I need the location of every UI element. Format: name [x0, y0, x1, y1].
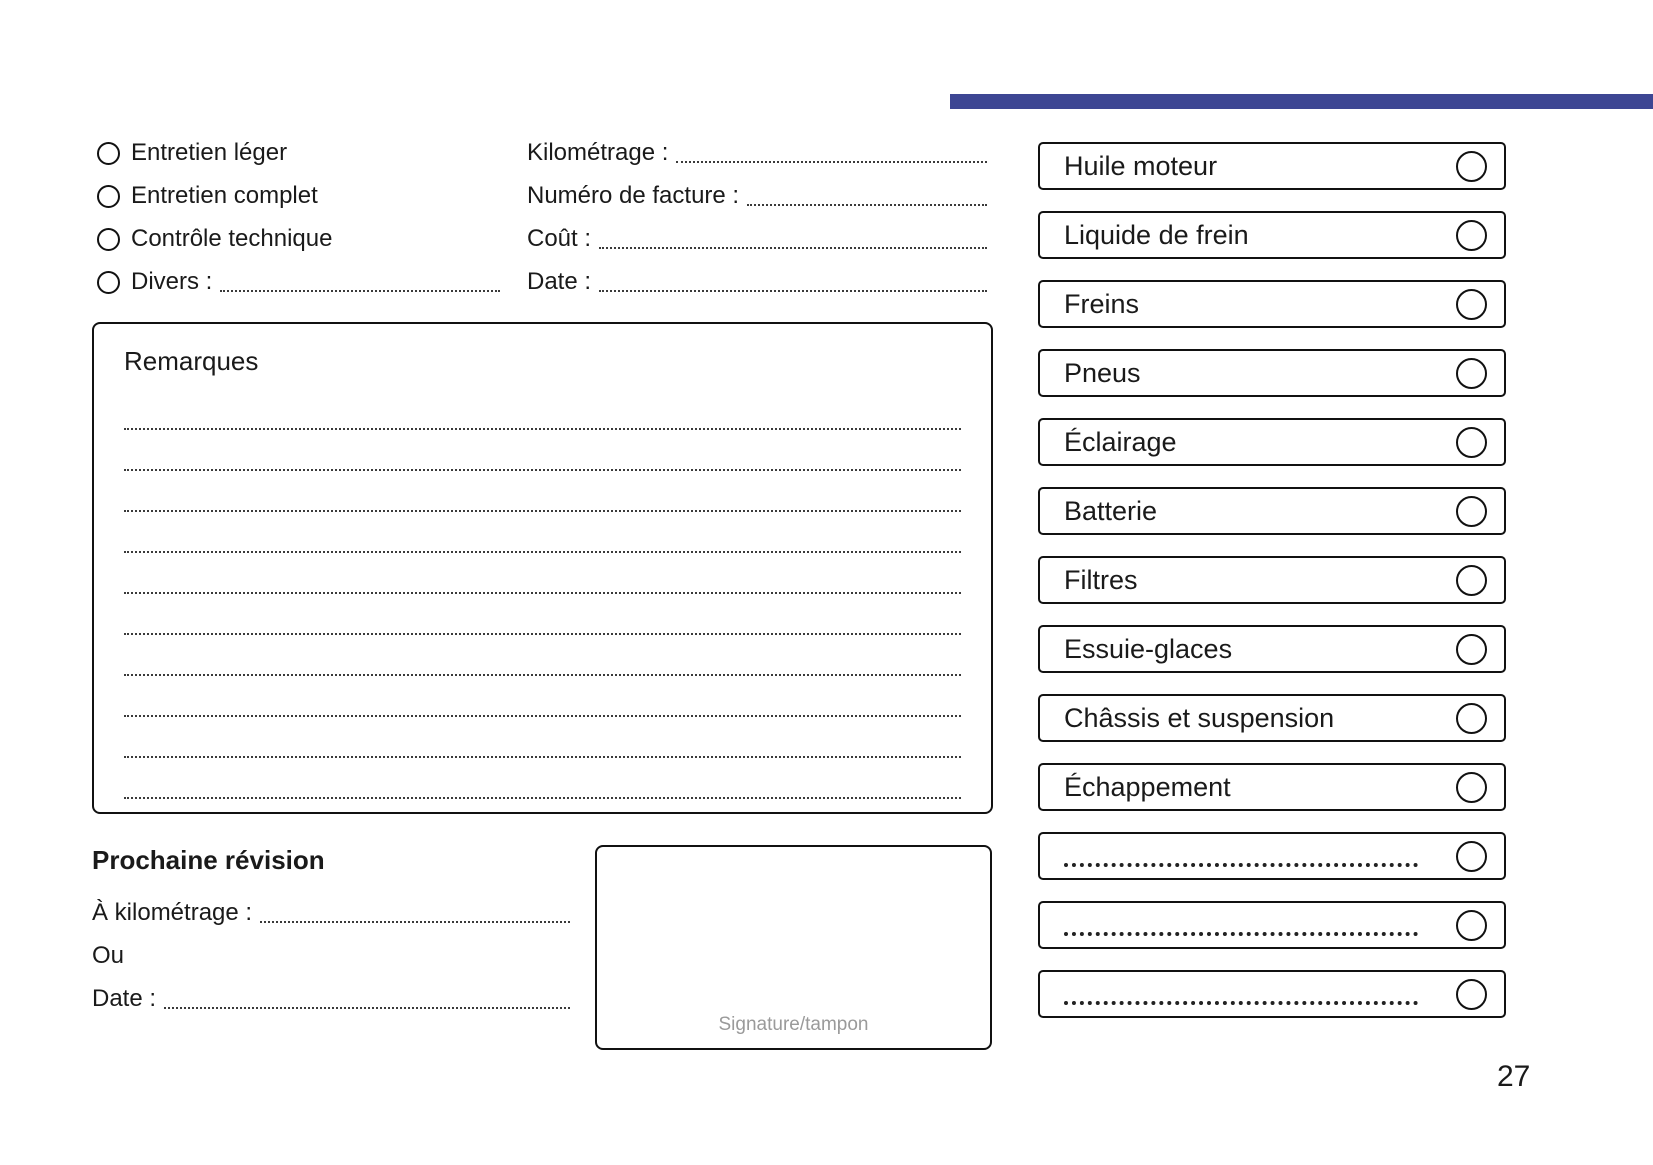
check-circle-icon[interactable]	[1456, 979, 1487, 1010]
checklist-item-label: Filtres	[1064, 564, 1138, 595]
checklist-item-label: Liquide de frein	[1064, 219, 1249, 250]
checklist-item-huile-moteur	[1038, 142, 1506, 190]
checklist-item-label: Châssis et suspension	[1064, 702, 1335, 733]
divers-write-in-line[interactable]	[220, 290, 500, 292]
field-label: Kilométrage :	[527, 139, 669, 166]
check-circle-icon[interactable]	[1456, 151, 1487, 182]
field-label: Date :	[527, 268, 592, 295]
write-in-line[interactable]	[747, 204, 987, 206]
remarks-box	[92, 322, 993, 814]
write-in-line[interactable]	[1064, 863, 1418, 867]
remarks-write-in-line[interactable]	[124, 512, 961, 553]
write-in-line[interactable]	[676, 161, 987, 163]
write-in-line[interactable]	[260, 921, 570, 923]
field-next-date	[92, 984, 572, 1014]
remarks-write-in-line[interactable]	[124, 471, 961, 512]
checklist-item-label: Freins	[1064, 288, 1140, 319]
check-circle-icon[interactable]	[1456, 358, 1487, 389]
checklist-item-liquide-de-frein	[1038, 211, 1506, 259]
check-circle-icon[interactable]	[1456, 703, 1487, 734]
radio-circle-icon[interactable]	[97, 271, 120, 294]
signature-placeholder-label: Signature/tampon	[718, 1014, 869, 1035]
remarks-write-in-line[interactable]	[124, 717, 961, 758]
write-in-line[interactable]	[164, 1007, 570, 1009]
write-in-line[interactable]	[1064, 932, 1418, 936]
page-number: 27	[1497, 1060, 1531, 1093]
field-label: Ou	[92, 942, 125, 969]
field-ou	[92, 941, 572, 971]
service-option-entretien-complet	[97, 181, 502, 211]
check-circle-icon[interactable]	[1456, 496, 1487, 527]
service-option-label: Divers :	[131, 268, 213, 295]
service-option-divers	[97, 267, 502, 297]
checklist-item-batterie	[1038, 487, 1506, 535]
remarks-write-in-line[interactable]	[124, 676, 961, 717]
check-circle-icon[interactable]	[1456, 289, 1487, 320]
remarks-write-in-line[interactable]	[124, 389, 961, 430]
next-service-section	[92, 845, 572, 1027]
remarks-write-in-line[interactable]	[124, 553, 961, 594]
remarks-lines	[124, 389, 961, 799]
check-circle-icon[interactable]	[1456, 841, 1487, 872]
check-circle-icon[interactable]	[1456, 910, 1487, 941]
radio-circle-icon[interactable]	[97, 228, 120, 251]
field-date	[527, 267, 989, 297]
write-in-line[interactable]	[1064, 1001, 1418, 1005]
check-circle-icon[interactable]	[1456, 565, 1487, 596]
checklist-item-blank-1	[1038, 832, 1506, 880]
header-accent-bar	[950, 94, 1653, 109]
service-option-label: Entretien léger	[131, 139, 288, 166]
write-in-line[interactable]	[599, 290, 987, 292]
checklist-item-label: Éclairage	[1064, 426, 1177, 457]
field-label: Coût :	[527, 225, 592, 252]
checklist-item-label: Pneus	[1064, 357, 1141, 388]
field-label: Numéro de facture :	[527, 182, 740, 209]
checklist-item-eclairage	[1038, 418, 1506, 466]
checklist-item-chassis-et-suspension	[1038, 694, 1506, 742]
service-option-controle-technique	[97, 224, 502, 254]
checklist-item-blank-3	[1038, 970, 1506, 1018]
service-option-label: Contrôle technique	[131, 225, 333, 252]
checklist-item-echappement	[1038, 763, 1506, 811]
checklist-item-pneus	[1038, 349, 1506, 397]
service-option-label: Entretien complet	[131, 182, 318, 209]
remarks-title: Remarques	[124, 346, 259, 376]
write-in-line[interactable]	[599, 247, 987, 249]
radio-circle-icon[interactable]	[97, 185, 120, 208]
checklist-item-essuie-glaces	[1038, 625, 1506, 673]
check-circle-icon[interactable]	[1456, 634, 1487, 665]
field-numero-facture	[527, 181, 989, 211]
service-type-options	[97, 138, 502, 310]
invoice-fields	[527, 138, 989, 310]
field-cout	[527, 224, 989, 254]
checklist-item-label: Essuie-glaces	[1064, 633, 1233, 664]
checklist-item-label: Huile moteur	[1064, 150, 1218, 181]
checklist-item-blank-2	[1038, 901, 1506, 949]
check-circle-icon[interactable]	[1456, 772, 1487, 803]
remarks-write-in-line[interactable]	[124, 758, 961, 799]
check-circle-icon[interactable]	[1456, 427, 1487, 458]
signature-box[interactable]	[595, 845, 992, 1050]
check-circle-icon[interactable]	[1456, 220, 1487, 251]
field-a-kilometrage	[92, 898, 572, 928]
field-label: Date :	[92, 985, 157, 1012]
remarks-write-in-line[interactable]	[124, 430, 961, 471]
checklist-item-label: Batterie	[1064, 495, 1158, 526]
radio-circle-icon[interactable]	[97, 142, 120, 165]
service-option-entretien-leger	[97, 138, 502, 168]
next-service-title: Prochaine révision	[92, 845, 325, 875]
remarks-write-in-line[interactable]	[124, 594, 961, 635]
field-label: À kilométrage :	[92, 899, 253, 926]
inspection-checklist	[1038, 142, 1506, 1018]
field-kilometrage	[527, 138, 989, 168]
checklist-item-label: Échappement	[1064, 771, 1231, 802]
checklist-item-freins	[1038, 280, 1506, 328]
checklist-item-filtres	[1038, 556, 1506, 604]
remarks-write-in-line[interactable]	[124, 635, 961, 676]
